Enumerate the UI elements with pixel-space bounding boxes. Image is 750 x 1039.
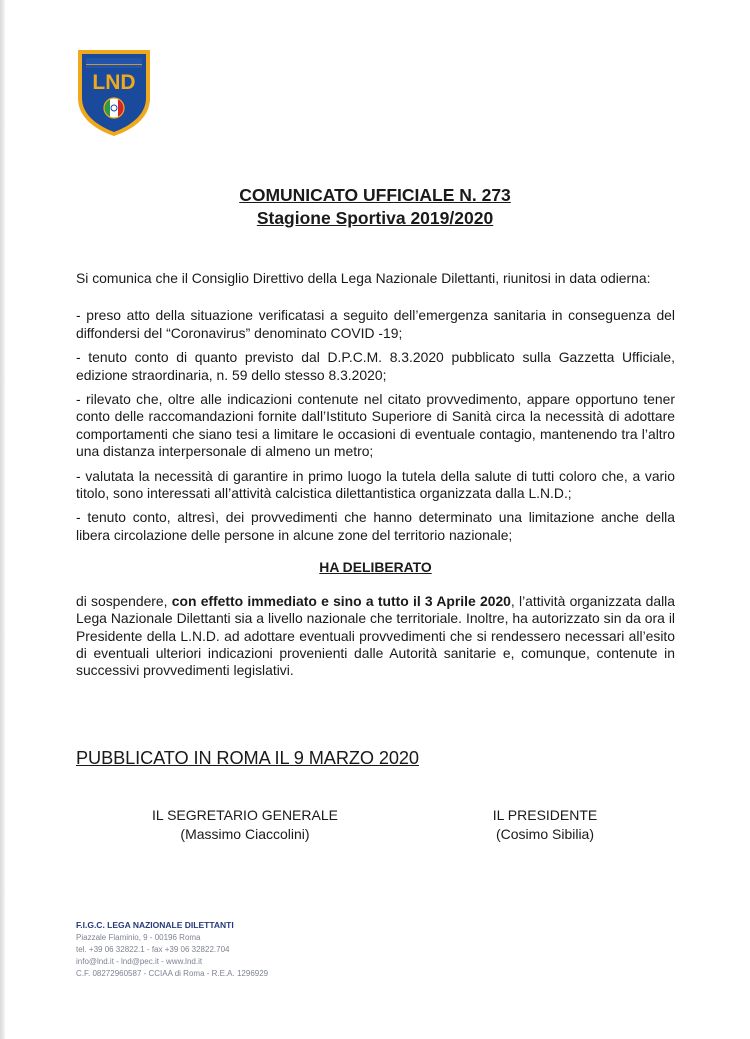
letterhead-footer bbox=[76, 919, 268, 980]
publication-line: PUBBLICATO IN ROMA IL 9 MARZO 2020 bbox=[76, 748, 419, 768]
signature-president bbox=[460, 806, 630, 844]
document-subtitle: Stagione Sportiva 2019/2020 bbox=[256, 208, 494, 228]
lnd-logo bbox=[74, 46, 154, 138]
decision-text-start: di sospendere, bbox=[76, 592, 172, 609]
list-item: - preso atto della situazione verificatasi a seguito dell’emergenza sanitaria in conseguenza del diffondersi del “Coronavirus” denominato COVID -19; bbox=[76, 307, 675, 341]
list-item: - valutata la necessità di garantire in primo luogo la tutela della salute di tutti coloro che, a vario titolo, sono interessati all’attività calcistica dilettantistica organizzata dalla L.N.D.; bbox=[76, 467, 675, 502]
document-title-block bbox=[0, 184, 750, 230]
decision-text-end: , l’attività organizzata dalla Lega Nazionale Dilettanti sia a livello nazionale che territoriale. Inoltre, ha autorizzato sin da ora il Presidente della L.N.D. ad adottare eventuali provvedimenti che si rendessero necessari all’esito di eventuali ulteriori indicazioni provenienti dalle Autorità sanitarie e, comunque, contenute in successivi provvedimenti legislativi. bbox=[76, 592, 675, 679]
signature-secretary bbox=[140, 806, 350, 844]
footer-phone: tel. +39 06 32822.1 - fax +39 06 32822.704 bbox=[76, 945, 230, 954]
footer-org: F.I.G.C. LEGA NAZIONALE DILETTANTI bbox=[76, 920, 234, 930]
president-name: (Cosimo Sibilia) bbox=[495, 826, 595, 842]
list-item: - rilevato che, oltre alle indicazioni contenute nel citato provvedimento, appare opportuno tener conto delle raccomandazioni fornite dall’Istituto Superiore di Sanità circa la necessità di adottare comportamenti che siano tesi a limitare le occasioni di eventuale contagio, mantenendo tra l’altro una distanza interpersonale di almeno un metro; bbox=[76, 391, 675, 460]
decision-paragraph bbox=[76, 593, 675, 680]
page-edge bbox=[0, 0, 5, 1039]
document-body bbox=[76, 270, 675, 680]
secretary-name: (Massimo Ciaccolini) bbox=[180, 826, 310, 842]
footer-contacts: info@lnd.it - lnd@pec.it - www.lnd.it bbox=[76, 957, 203, 966]
president-title: IL PRESIDENTE bbox=[492, 807, 598, 823]
secretary-title: IL SEGRETARIO GENERALE bbox=[152, 807, 338, 823]
footer-address: Piazzale Flaminio, 9 - 00196 Roma bbox=[76, 933, 201, 942]
list-item: - tenuto conto di quanto previsto dal D.P.C.M. 8.3.2020 pubblicato sulla Gazzetta Ufficiale, edizione straordinaria, n. 59 dello stesso 8.3.2020; bbox=[76, 349, 675, 383]
deliberato-heading: HA DELIBERATO bbox=[319, 559, 432, 576]
decision-text-bold: con effetto immediato e sino a tutto il 3 Aprile 2020 bbox=[171, 592, 511, 609]
logo-text: LND bbox=[92, 71, 136, 94]
list-item: - tenuto conto, altresì, dei provvedimenti che hanno determinato una limitazione anche della libera circolazione delle persone in alcune zone del territorio nazionale; bbox=[76, 509, 675, 543]
document-title: COMUNICATO UFFICIALE N. 273 bbox=[239, 185, 511, 205]
footer-registry: C.F. 08272960587 - CCIAA di Roma - R.E.A. 1296929 bbox=[76, 969, 269, 978]
intro-paragraph: Si comunica che il Consiglio Direttivo della Lega Nazionale Dilettanti, riunitosi in data odierna: bbox=[76, 270, 651, 286]
